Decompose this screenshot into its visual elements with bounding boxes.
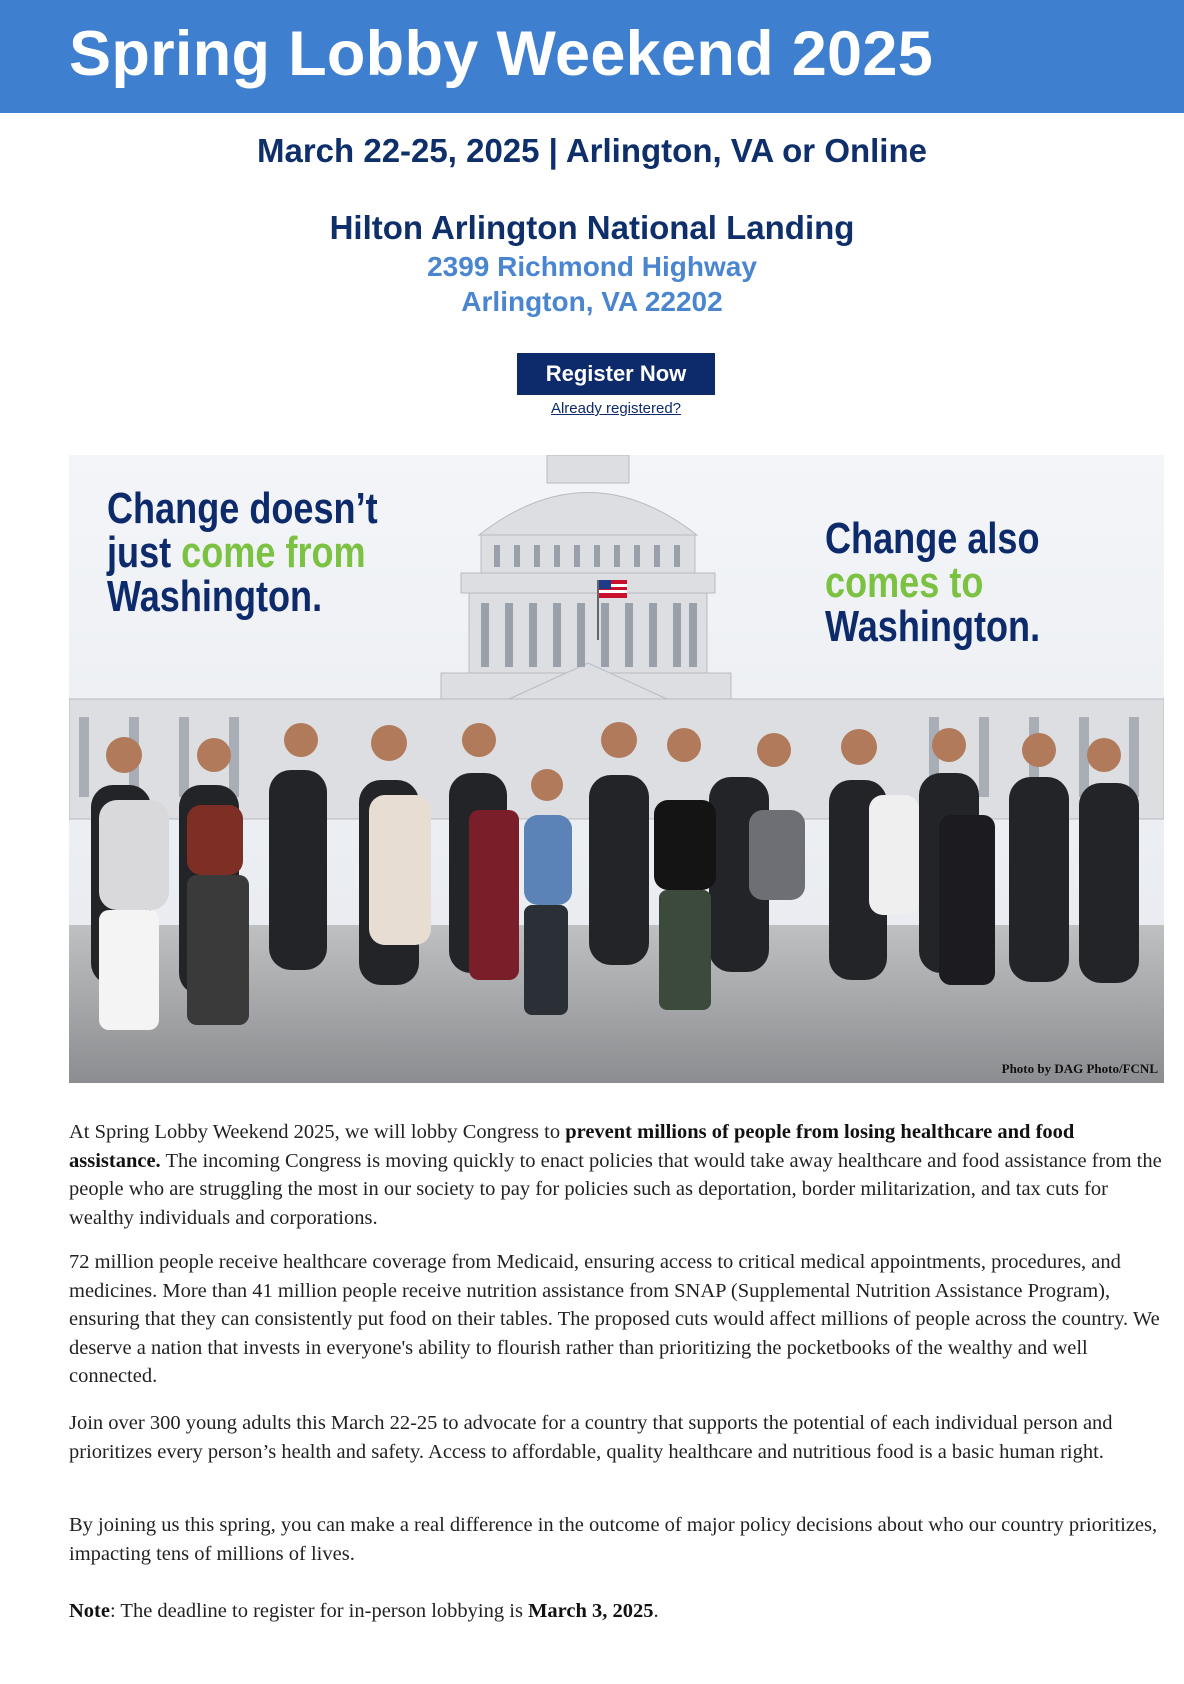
body-paragraph-2: 72 million people receive healthcare coverage from Medicaid, ensuring access to critical medical appointments, procedures, and medicines. More than 41 million people receive nutrition assistance from SNAP (Supplemental Nutrition Assistance Program), ensuring that they can consistently put food on their tables. The proposed cuts would affect millions of people across the country. We deserve a nation that invests in everyone's ability to flourish rather than prioritizing the pocketbooks of the wealthy and well connected. xyxy=(69,1251,1160,1387)
page-title: Spring Lobby Weekend 2025 xyxy=(69,19,934,89)
slogan-right-line3: Washington. xyxy=(825,602,1041,651)
body-paragraph-1 xyxy=(69,1118,1166,1232)
slogan-left-line2 xyxy=(107,528,378,577)
p1-text-c: The incoming Congress is moving quickly to enact policies that would take away healthcare and food assistance from the people who are struggling the most in our society to pay for policies such as deportation, border militarization, and tax cuts for wealthy individuals and corporations. xyxy=(69,1149,1162,1229)
note-text: : The deadline to register for in-person lobbying is xyxy=(109,1600,529,1622)
slogan-left-line2-b: come from xyxy=(181,528,366,577)
slogan-right-line2: comes to xyxy=(825,558,984,607)
p1-bold: prevent millions of people from losing healthcare and food assistance. xyxy=(69,1121,1075,1172)
venue-address-line2: Arlington, VA 22202 xyxy=(461,286,723,317)
body-paragraph-3: Join over 300 young adults this March 22-25 to advocate for a country that supports the potential of each individual person and prioritizes every person’s health and safety. Access to affordable, quality healthcare and nutritious food is a basic human right. xyxy=(69,1412,1113,1463)
register-now-button[interactable]: Register Now xyxy=(517,353,715,395)
slogan-left-line2-a: just xyxy=(107,528,182,577)
slogan-left-line1: Change doesn’t xyxy=(107,484,378,533)
slogan-left xyxy=(107,484,378,621)
slogan-right xyxy=(825,514,1041,651)
note-date: March 3, 2025 xyxy=(528,1600,654,1622)
deadline-note xyxy=(69,1597,1166,1626)
event-dates-location: March 22-25, 2025 | Arlington, VA or Online xyxy=(256,132,927,169)
photo-credit: Photo by DAG Photo/FCNL xyxy=(1001,1061,1158,1076)
body-paragraph-4: By joining us this spring, you can make a real difference in the outcome of major policy decisions about who our country prioritizes, impacting tens of millions of lives. xyxy=(69,1514,1158,1565)
venue-address-line1: 2399 Richmond Highway xyxy=(427,251,757,282)
hero-photo xyxy=(69,455,1164,1083)
note-label: Note xyxy=(69,1600,110,1622)
venue-name: Hilton Arlington National Landing xyxy=(329,209,855,246)
header-banner xyxy=(0,0,1184,113)
already-registered-link[interactable]: Already registered? xyxy=(550,400,682,417)
slogan-right-line1: Change also xyxy=(825,514,1040,563)
slogan-left-line3: Washington. xyxy=(107,572,323,621)
p1-text-a: At Spring Lobby Weekend 2025, we will lobby Congress to xyxy=(69,1121,566,1143)
note-end: . xyxy=(653,1600,659,1622)
